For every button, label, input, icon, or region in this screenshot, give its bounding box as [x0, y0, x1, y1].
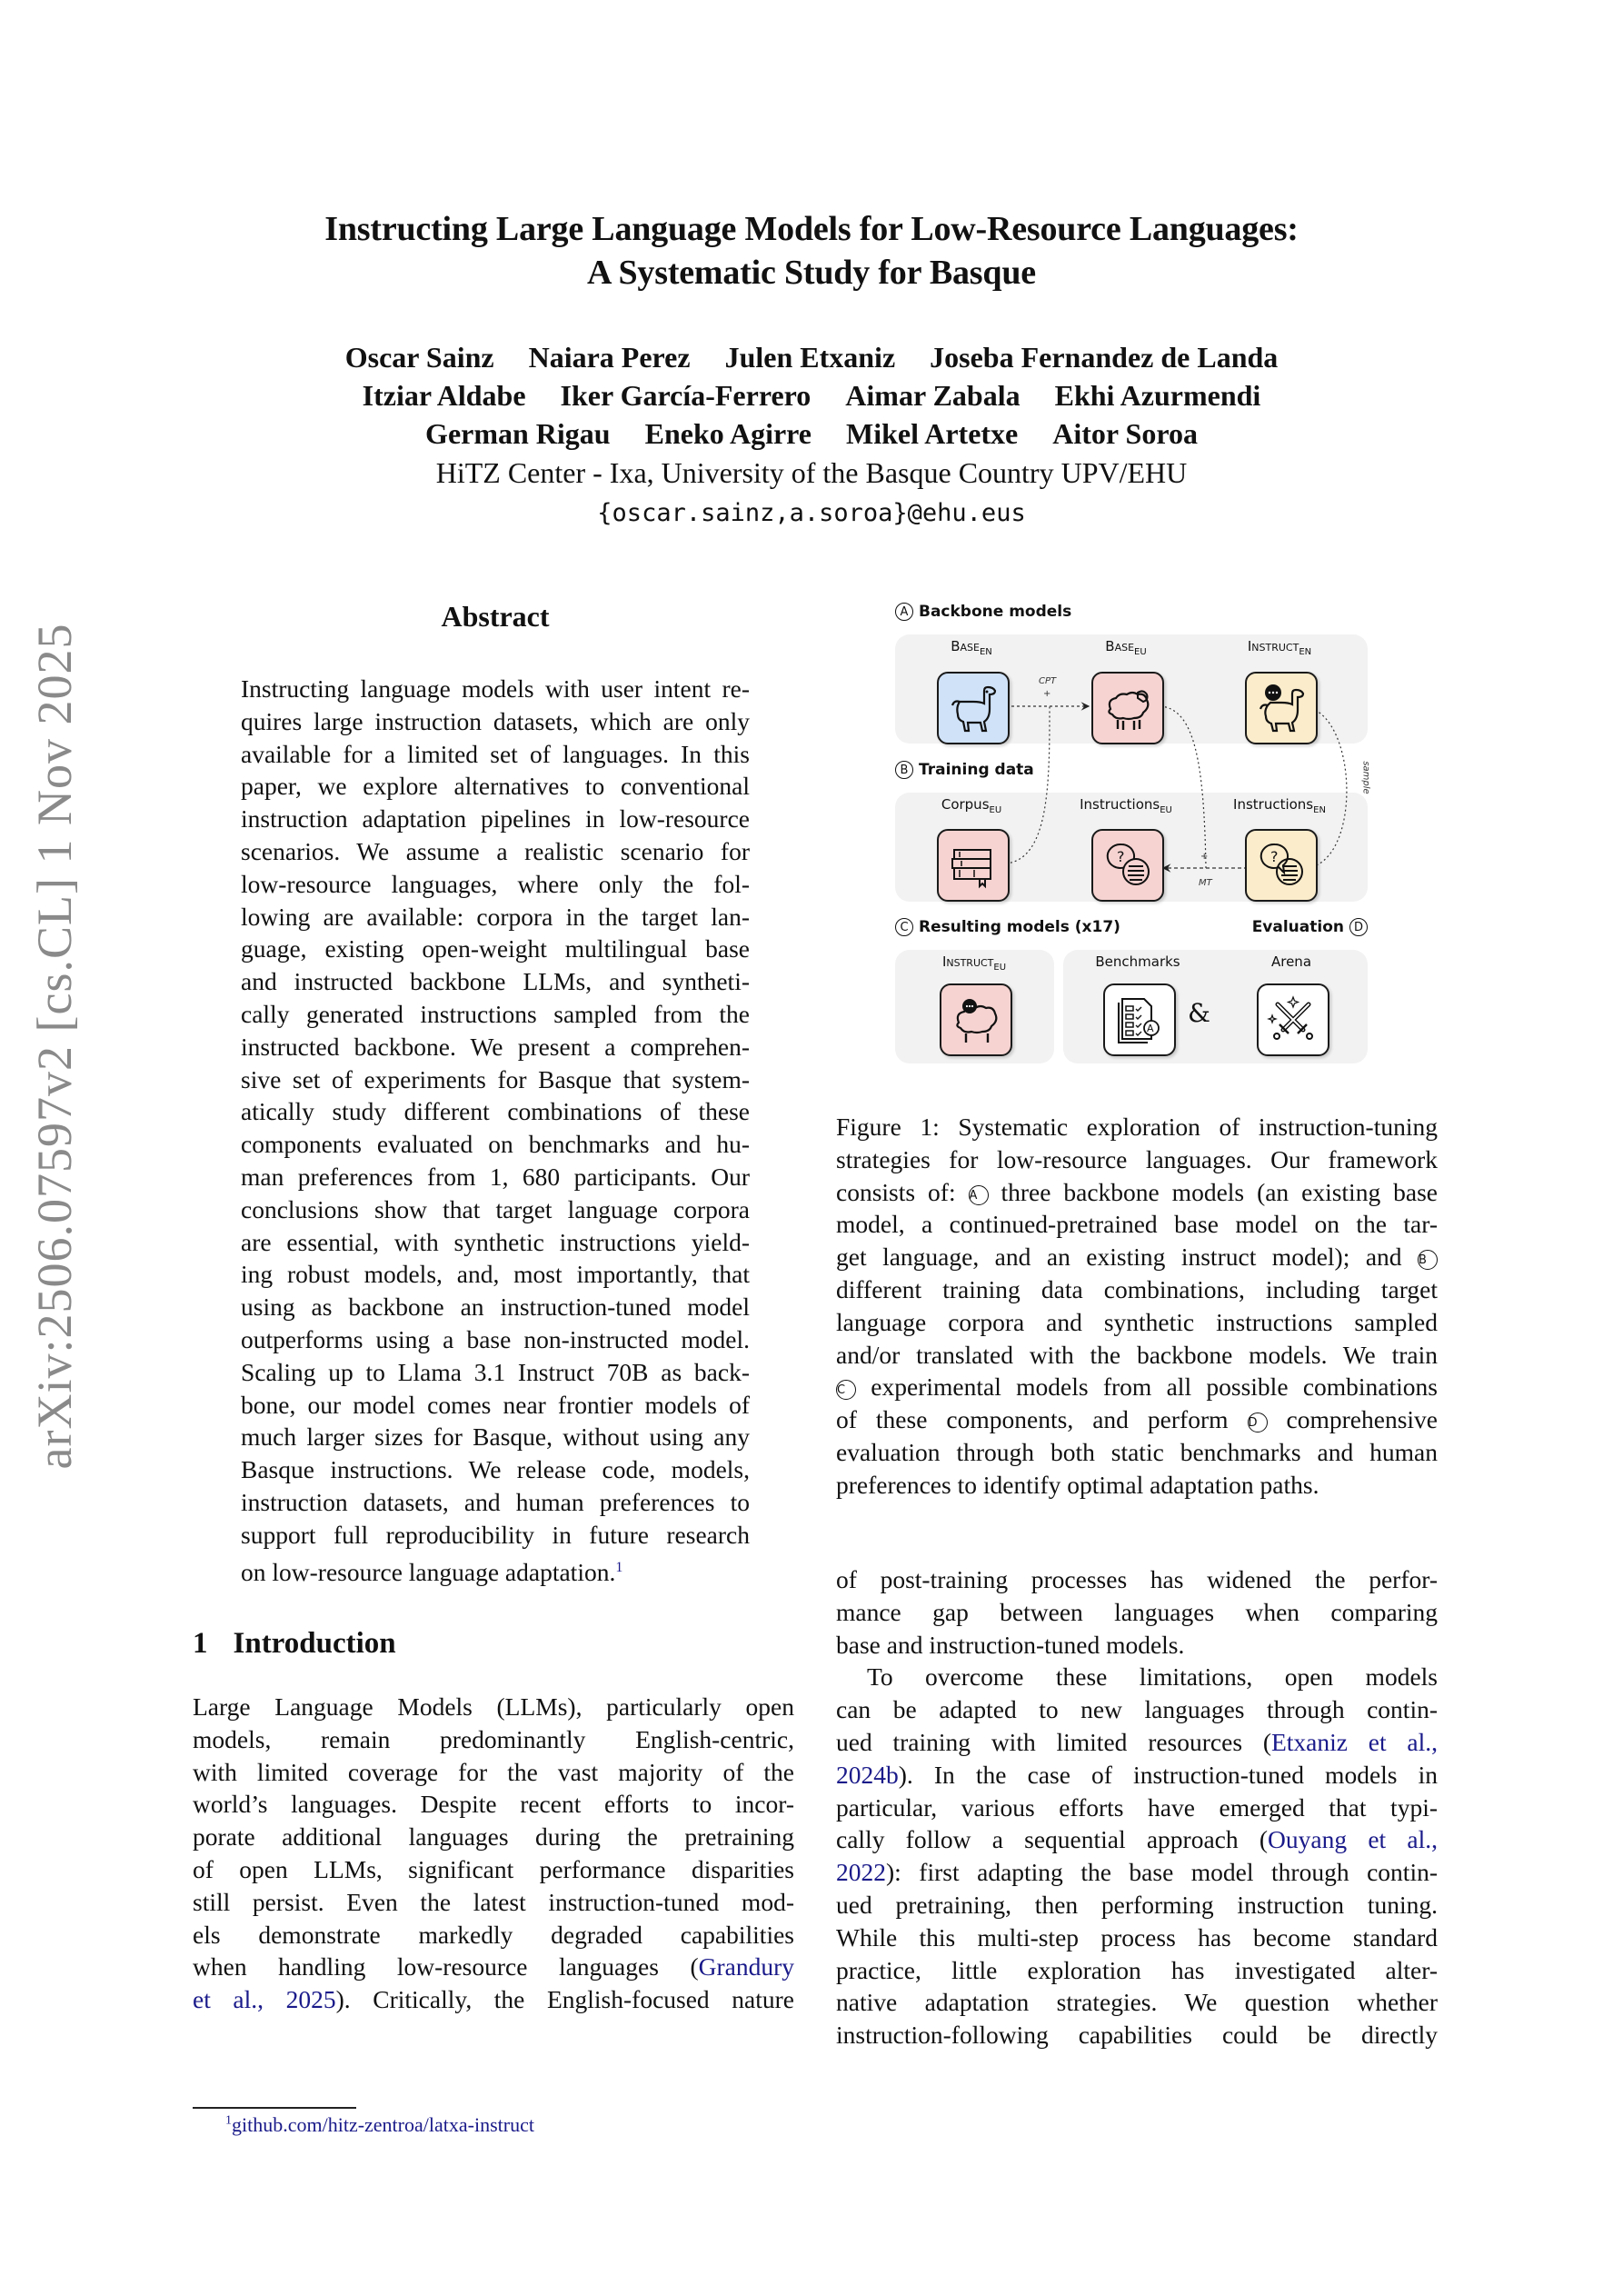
affiliation: HiTZ Center - Ixa, University of the Basque Country UPV/EHU: [435, 456, 1188, 489]
text-span: ). Critically, the English-focused nature: [335, 1985, 794, 2014]
label-instructions-eu: Instructions$_{EU}$: [1080, 796, 1172, 815]
label-instructions-en: Instructions$_{EN}$: [1233, 796, 1326, 815]
section-a-title: Backbone models: [919, 603, 1072, 621]
text-line: [241, 1552, 750, 1589]
footnote-ref[interactable]: 1: [615, 1559, 623, 1575]
text-span: of these components, and perform: [836, 1405, 1248, 1434]
label-base-en: Base$_{EN}$: [951, 638, 992, 657]
section-number: 1: [193, 1627, 208, 1660]
svg-text:?: ?: [1270, 848, 1279, 865]
text-line: Scaling up to Llama 3.1 Instruct 70B as back-: [241, 1357, 750, 1386]
author-row-3: [0, 414, 1623, 453]
text-line: Basque instructions. We release code, models,: [241, 1455, 750, 1484]
author: Joseba Fernandez de Landa: [930, 341, 1279, 374]
text-line: available for a limited set of languages. In this: [241, 739, 750, 768]
text-line: of open LLMs, significant performance disparities: [193, 1854, 794, 1883]
figure-1: [895, 600, 1381, 1073]
text-line: instructed backbone. We present a comprehen-: [241, 1032, 750, 1061]
text-line: ued pretraining, then performing instruction tuning.: [836, 1890, 1438, 1919]
text-line: support full reproducibility in future research: [241, 1520, 750, 1549]
figure-caption: [836, 1111, 1438, 1502]
text-line: using as backbone an instruction-tuned model: [241, 1293, 750, 1322]
section-title: Introduction: [233, 1627, 396, 1660]
text-span: when handling low-resource languages (: [193, 1952, 699, 1982]
label-benchmarks: Benchmarks: [1095, 953, 1180, 970]
tile-arena: [1257, 983, 1329, 1056]
text-line: low-resource languages, where only the fol-: [241, 869, 750, 898]
text-line: with limited coverage for the vast majority of the: [193, 1757, 794, 1786]
tile-base-eu: [1091, 672, 1164, 744]
text-line: lowing are available: corpora in the target lan-: [241, 902, 750, 931]
badge-a: A: [895, 603, 913, 621]
text-line: [836, 1726, 1438, 1759]
author: Mikel Artetxe: [846, 417, 1019, 450]
author-row-1: [0, 338, 1623, 376]
citation-link[interactable]: Ouyang et al.,: [1268, 1825, 1438, 1854]
crossed-swords-icon: [1267, 993, 1319, 1046]
tile-base-en: [937, 672, 1010, 744]
author: Oscar Sainz: [344, 341, 494, 374]
text-line: models, remain predominantly English-centric,: [193, 1724, 794, 1753]
cpt-plus: +: [1043, 689, 1051, 699]
text-line: mance gap between languages when comparing: [836, 1597, 1438, 1626]
footnote-rule: [193, 2107, 356, 2109]
paper-title: [0, 207, 1623, 294]
text-line: [836, 1823, 1438, 1856]
text-span: cally follow a sequential approach (: [836, 1825, 1269, 1854]
text-line: particular, various efforts have emerged that typi-: [836, 1792, 1438, 1822]
text-line: els demonstrate markedly degraded capabilities: [193, 1920, 794, 1949]
text-line: can be adapted to new languages through contin-: [836, 1695, 1438, 1724]
author: German Rigau: [425, 417, 611, 450]
title-line-2: A Systematic Study for Basque: [587, 254, 1036, 292]
caption-line: and/or translated with the backbone models. We train: [836, 1340, 1438, 1369]
caption-line: [836, 1403, 1438, 1436]
text-line: While this multi-step process has become standard: [836, 1922, 1438, 1952]
caption-line: language corpora and synthetic instructions sampled: [836, 1307, 1438, 1336]
title-line-1: Instructing Large Language Models for Low-Resource Languages:: [324, 210, 1299, 248]
mt-label: MT: [1199, 878, 1212, 888]
text-line: paper, we explore alternatives to conventional: [241, 772, 750, 801]
chat-bubbles-icon: [1101, 839, 1154, 892]
text-span: get language, and an existing instruct model); and: [836, 1243, 1418, 1272]
tile-instructions-en: [1245, 829, 1318, 902]
badge-a-inline: A: [969, 1185, 989, 1205]
text-span: ued training with limited resources (: [836, 1727, 1271, 1756]
text-line: [836, 1759, 1438, 1792]
author: Julen Etxaniz: [724, 341, 896, 374]
tile-benchmarks: [1103, 983, 1176, 1056]
alpaca-icon: [947, 682, 1000, 734]
tile-corpus-eu: [937, 829, 1010, 902]
citation-link[interactable]: et al., 2025: [193, 1985, 336, 2014]
badge-c: C: [895, 918, 913, 936]
section-heading-introduction: [193, 1627, 396, 1661]
text-span: consists of:: [836, 1177, 969, 1206]
tile-instruct-en: [1245, 672, 1318, 744]
citation-link[interactable]: 2022: [836, 1858, 886, 1887]
footnote-link[interactable]: github.com/hitz-zentroa/latxa-instruct: [232, 2113, 534, 2136]
mt-plus: +: [1200, 852, 1209, 862]
text-line: cally generated instructions sampled from the: [241, 999, 750, 1028]
badge-c-inline: C: [836, 1380, 856, 1400]
text-span: comprehensive: [1267, 1405, 1438, 1434]
text-line: native adaptation strategies. We question whether: [836, 1988, 1438, 2017]
sample-label: sample: [1360, 761, 1371, 794]
text-line: world’s languages. Despite recent efforts to incor-: [193, 1790, 794, 1819]
section-b-title: Training data: [919, 761, 1034, 779]
text-line: outperforms using a base non-instructed model.: [241, 1324, 750, 1353]
text-line: still persist. Even the latest instruction-tuned mod-: [193, 1887, 794, 1916]
author: Ekhi Azurmendi: [1054, 379, 1261, 412]
chatting-alpaca-icon: [1255, 682, 1308, 734]
text-line: and instructed backbone LLMs, and syntheti-: [241, 967, 750, 996]
text-line: [193, 1951, 794, 1983]
citation-link[interactable]: Etxaniz et al.,: [1270, 1727, 1438, 1756]
text-line: man preferences from 1, 680 participants. Our: [241, 1162, 750, 1191]
text-line: instruction datasets, and human preferences to: [241, 1487, 750, 1516]
text-line: Large Language Models (LLMs), particularly open: [193, 1692, 794, 1721]
ampersand: &: [1188, 998, 1210, 1028]
badge-b-inline: B: [1418, 1250, 1438, 1270]
arxiv-stamp: arXiv:2506.07597v2 [cs.CL] 1 Nov 2025: [27, 623, 82, 1470]
edge-base-eu-to-mt: [1160, 706, 1209, 868]
text-line: atically study different combinations of these: [241, 1097, 750, 1126]
text-line: instruction-following capabilities could be directly: [836, 2021, 1438, 2050]
label-base-eu: Base$_{EU}$: [1105, 638, 1147, 657]
text-line: ing robust models, and, most importantly, that: [241, 1260, 750, 1289]
author-list: [0, 338, 1623, 453]
text-line: are essential, with synthetic instructions yield-: [241, 1227, 750, 1256]
footnote: [225, 2113, 534, 2137]
chatting-sheep-icon: [950, 993, 1002, 1046]
text-span: ): first adapting the base model through contin-: [886, 1858, 1438, 1887]
tile-instruct-eu: [940, 983, 1012, 1056]
text-span: three backbone models (an existing base: [988, 1177, 1439, 1206]
caption-line: [836, 1176, 1438, 1209]
author: Aimar Zabala: [845, 379, 1021, 412]
label-arena: Arena: [1270, 953, 1312, 970]
author-row-2: [0, 376, 1623, 414]
section-d-title: Evaluation: [1251, 918, 1344, 936]
text-span: experimental models from all possible combinations: [856, 1373, 1438, 1402]
text-line: To overcome these limitations, open models: [867, 1662, 1438, 1692]
edge-corpus-to-cpt: [1006, 706, 1050, 863]
books-icon: [947, 839, 1000, 892]
badge-d-inline: D: [1248, 1413, 1268, 1433]
text-span: on low-resource language adaptation.: [241, 1557, 616, 1586]
text-line: conclusions show that target language corpora: [241, 1194, 750, 1223]
badge-d: D: [1349, 918, 1368, 936]
author: Aitor Soroa: [1052, 417, 1198, 450]
text-line: bone, our model comes near frontier models of: [241, 1390, 750, 1419]
checklist-grade-icon: [1113, 993, 1166, 1046]
badge-b: B: [895, 761, 913, 779]
caption-line: [836, 1241, 1438, 1273]
author: Iker García-Ferrero: [560, 379, 812, 412]
footnote-mark: 1: [225, 2113, 232, 2128]
caption-line: [836, 1371, 1438, 1403]
svg-text:A: A: [1147, 1023, 1154, 1034]
text-line: components evaluated on benchmarks and hu-: [241, 1130, 750, 1159]
text-line: guage, existing open-weight multilingual base: [241, 934, 750, 963]
chat-bubbles-icon: [1255, 839, 1308, 892]
text-line: scenarios. We assume a realistic scenario for: [241, 836, 750, 865]
citation-link[interactable]: Grandury: [698, 1952, 794, 1982]
introduction-left-column: [193, 1691, 794, 2016]
introduction-right-column: [836, 1563, 1438, 2051]
caption-line: model, a continued-pretrained base model on the tar-: [836, 1210, 1438, 1239]
author: Naiara Perez: [528, 341, 691, 374]
label-corpus-eu: Corpus$_{EU}$: [941, 796, 1002, 815]
text-line: quires large instruction datasets, which are only: [241, 706, 750, 735]
caption-line: different training data combinations, including target: [836, 1274, 1438, 1303]
text-line: sive set of experiments for Basque that system-: [241, 1064, 750, 1093]
caption-line: Figure 1: Systematic exploration of instruction-tuning: [836, 1113, 1438, 1141]
caption-line: evaluation through both static benchmarks and human: [836, 1437, 1438, 1466]
cpt-label: CPT: [1039, 676, 1057, 686]
abstract-heading: Abstract: [441, 600, 550, 633]
text-line: of post-training processes has widened the perfor-: [836, 1565, 1438, 1593]
svg-text:?: ?: [1117, 848, 1125, 865]
text-line: Instructing language models with user intent re-: [241, 674, 750, 703]
sheep-icon: [1101, 682, 1154, 734]
text-line: much larger sizes for Basque, without using any: [241, 1423, 750, 1452]
label-instruct-eu: Instruct$_{EU}$: [941, 953, 1007, 973]
tile-instructions-eu: [1091, 829, 1164, 902]
author: Eneko Agirre: [644, 417, 812, 450]
text-line: [836, 1856, 1438, 1889]
label-instruct-en: Instruct$_{EN}$: [1247, 638, 1312, 657]
caption-line: preferences to identify optimal adaptation paths.: [836, 1470, 1319, 1499]
text-line: [193, 1983, 794, 2016]
text-line: practice, little exploration has investigated alter-: [836, 1955, 1438, 1984]
caption-line: strategies for low-resource languages. Our framework: [836, 1144, 1438, 1173]
text-line: porate additional languages during the pretraining: [193, 1822, 794, 1852]
author: Itziar Aldabe: [362, 379, 526, 412]
citation-link[interactable]: 2024b: [836, 1760, 899, 1789]
contact-email[interactable]: {oscar.sainz,a.soroa}@ehu.eus: [597, 499, 1026, 527]
abstract-body: [241, 673, 750, 1588]
section-c-title: Resulting models (x17): [919, 918, 1120, 936]
text-span: ). In the case of instruction-tuned models in: [898, 1760, 1438, 1789]
text-line: instruction adaptation pipelines in low-resource: [241, 804, 750, 834]
text-line: base and instruction-tuned models.: [836, 1630, 1185, 1659]
